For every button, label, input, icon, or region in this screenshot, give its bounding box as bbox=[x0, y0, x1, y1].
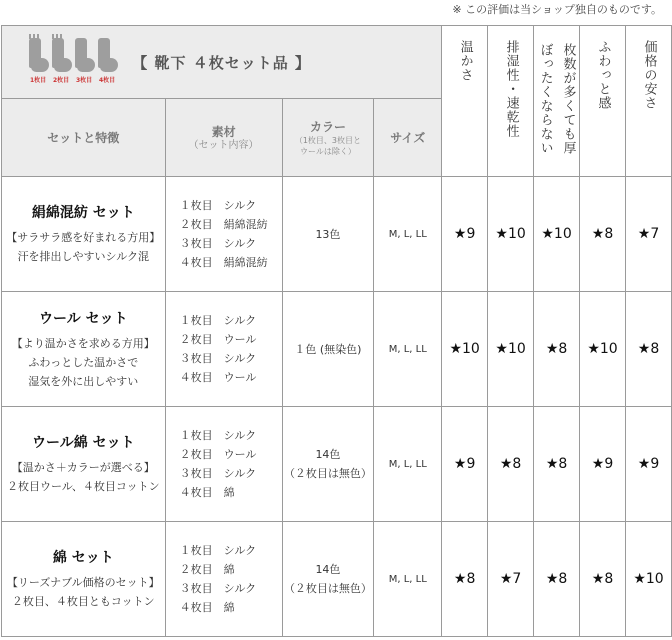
sock-icon: 4枚目 bbox=[97, 38, 117, 74]
rating-price: ★8 bbox=[626, 292, 672, 407]
rating-price: ★7 bbox=[626, 177, 672, 292]
rating-moisture: ★10 bbox=[488, 177, 534, 292]
rating-moisture: ★8 bbox=[488, 407, 534, 522]
toe-sock-icon: 1枚目 bbox=[28, 38, 48, 74]
rating-moisture: ★7 bbox=[488, 522, 534, 637]
set-features-cell: 絹綿混紡 セット 【サラサラ感を好まれる方用】 汗を排出しやすいシルク混 bbox=[2, 177, 166, 292]
rating-fluffy: ★9 bbox=[580, 407, 626, 522]
rating-thickness: ★8 bbox=[534, 522, 580, 637]
rating-thickness: ★8 bbox=[534, 292, 580, 407]
rating-warmth: ★9 bbox=[442, 177, 488, 292]
banner bbox=[2, 26, 442, 99]
toe-sock-icon: 2枚目 bbox=[51, 38, 71, 74]
rating-warmth: ★8 bbox=[442, 522, 488, 637]
rating-thickness: ★8 bbox=[534, 407, 580, 522]
set-features-cell: ウール セット 【より温かさを求める方用】 ふわっとした温かさで 湿気を外に出しやすい bbox=[2, 292, 166, 407]
rating-fluffy: ★10 bbox=[580, 292, 626, 407]
set-name: ウール綿 セット bbox=[32, 435, 135, 451]
size-cell: M, L, LL bbox=[374, 292, 442, 407]
material-cell: １枚目 シルク ２枚目 綿 ３枚目 シルク ４枚目 綿 bbox=[165, 522, 282, 637]
table-row bbox=[2, 292, 672, 407]
rating-warmth: ★9 bbox=[442, 407, 488, 522]
color-cell: 14色 （２枚目は無色） bbox=[282, 407, 374, 522]
header-price: 価格の安さ bbox=[626, 26, 672, 177]
material-cell: １枚目 シルク ２枚目 ウール ３枚目 シルク ４枚目 ウール bbox=[165, 292, 282, 407]
size-cell: M, L, LL bbox=[374, 522, 442, 637]
set-features-cell: ウール綿 セット 【温かさ＋カラーが選べる】 ２枚目ウール、４枚目コットン bbox=[2, 407, 166, 522]
rating-fluffy: ★8 bbox=[580, 177, 626, 292]
table-row bbox=[2, 177, 672, 292]
rating-price: ★10 bbox=[626, 522, 672, 637]
size-cell: M, L, LL bbox=[374, 177, 442, 292]
comparison-table bbox=[1, 25, 672, 637]
header-size: サイズ bbox=[374, 99, 442, 177]
header-material: 素材 （セット内容） bbox=[165, 99, 282, 177]
set-name: 綿 セット bbox=[52, 550, 114, 566]
rating-thickness: ★10 bbox=[534, 177, 580, 292]
material-cell: １枚目 シルク ２枚目 ウール ３枚目 シルク ４枚目 綿 bbox=[165, 407, 282, 522]
header-moisture: 排湿性・速乾性 bbox=[488, 26, 534, 177]
header-warmth: 温かさ bbox=[442, 26, 488, 177]
sock-icon: 3枚目 bbox=[74, 38, 94, 74]
header-color: カラー （1枚目、3枚目と ウールは除く） bbox=[282, 99, 374, 177]
set-name: ウール セット bbox=[39, 310, 128, 327]
color-cell: １色 (無染色) bbox=[282, 292, 374, 407]
rating-warmth: ★10 bbox=[442, 292, 488, 407]
size-cell: M, L, LL bbox=[374, 407, 442, 522]
table-row bbox=[2, 407, 672, 522]
header-fluffy: ふわっと感 bbox=[580, 26, 626, 177]
color-cell: 13色 bbox=[282, 177, 374, 292]
banner-title: 【 靴下 ４枚セット品 】 bbox=[132, 54, 311, 72]
header-features: セットと特徴 bbox=[2, 99, 166, 177]
set-name: 絹綿混紡 セット bbox=[31, 205, 135, 221]
rating-price: ★9 bbox=[626, 407, 672, 522]
header-thickness: 枚数が多くても厚 ぼったくならない bbox=[534, 26, 580, 177]
material-cell: １枚目 シルク ２枚目 絹綿混紡 ３枚目 シルク ４枚目 絹綿混紡 bbox=[165, 177, 282, 292]
set-features-cell: 綿 セット 【リーズナブル価格のセット】 ２枚目、４枚目ともコットン bbox=[2, 522, 166, 637]
disclaimer-note: ※ この評価は当ショップ独自のものです。 bbox=[452, 3, 662, 16]
table-row bbox=[2, 522, 672, 637]
rating-fluffy: ★8 bbox=[580, 522, 626, 637]
rating-moisture: ★10 bbox=[488, 292, 534, 407]
color-cell: 14色 （２枚目は無色） bbox=[282, 522, 374, 637]
